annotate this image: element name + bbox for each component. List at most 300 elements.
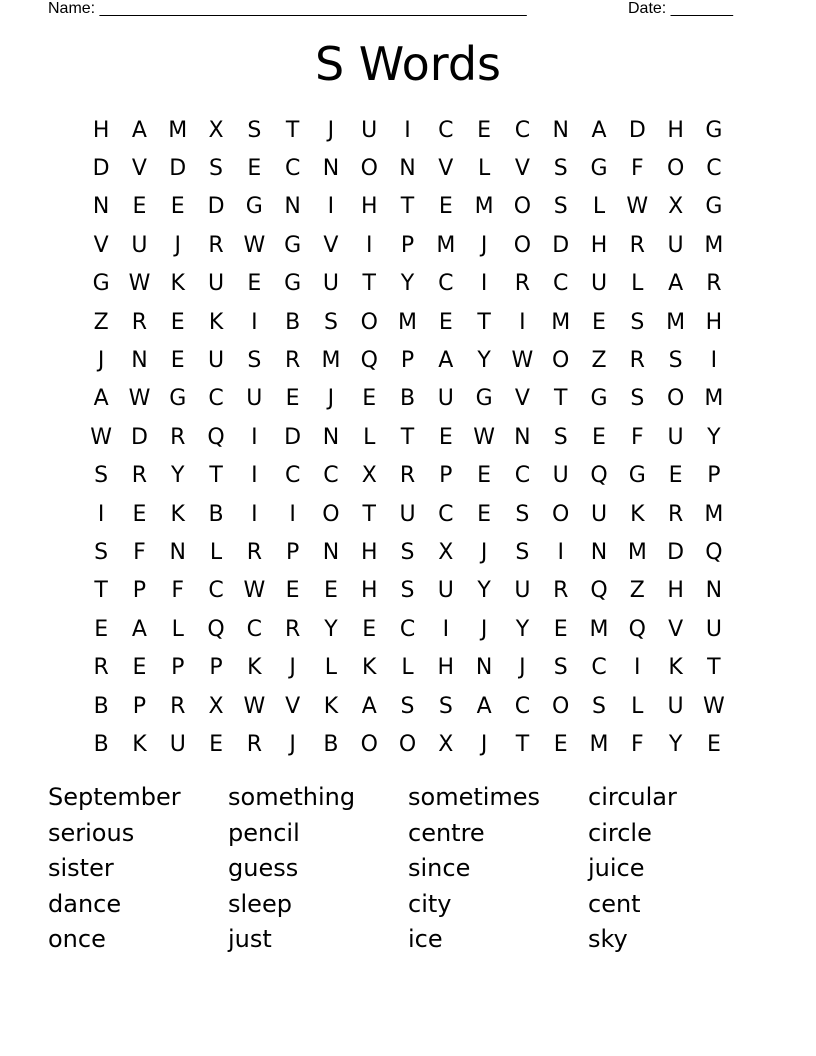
grid-letter[interactable]: J bbox=[480, 731, 488, 757]
grid-letter[interactable]: E bbox=[706, 731, 721, 757]
grid-letter[interactable]: U bbox=[667, 693, 684, 719]
grid-letter[interactable]: M bbox=[589, 731, 609, 757]
grid-letter[interactable]: B bbox=[399, 386, 416, 412]
grid-letter[interactable]: Y bbox=[707, 424, 721, 450]
grid-letter[interactable]: N bbox=[92, 194, 110, 220]
grid-letter[interactable]: F bbox=[630, 156, 644, 182]
grid-letter[interactable]: E bbox=[477, 501, 492, 527]
grid-letter[interactable]: V bbox=[514, 156, 530, 182]
grid-letter[interactable]: O bbox=[552, 501, 570, 527]
grid-letter[interactable]: E bbox=[553, 616, 568, 642]
grid-letter[interactable]: S bbox=[668, 348, 683, 374]
grid-letter[interactable]: N bbox=[169, 539, 186, 565]
grid-letter[interactable]: J bbox=[289, 731, 296, 757]
grid-letter[interactable]: F bbox=[630, 731, 644, 757]
grid-letter[interactable]: Y bbox=[477, 578, 491, 604]
grid-letter[interactable]: Z bbox=[629, 578, 645, 604]
grid-letter[interactable]: T bbox=[400, 424, 415, 450]
grid-letter[interactable]: M bbox=[551, 309, 571, 335]
grid-letter[interactable]: K bbox=[132, 731, 147, 757]
grid-letter[interactable]: T bbox=[515, 731, 530, 757]
grid-letter[interactable]: B bbox=[93, 731, 109, 757]
grid-letter[interactable]: P bbox=[209, 655, 223, 681]
grid-letter[interactable]: S bbox=[247, 117, 262, 143]
grid-letter[interactable]: D bbox=[628, 117, 646, 143]
grid-letter[interactable]: Q bbox=[207, 616, 225, 642]
grid-letter[interactable]: R bbox=[208, 232, 224, 258]
grid-letter[interactable]: E bbox=[247, 156, 262, 182]
grid-letter[interactable]: K bbox=[247, 655, 262, 681]
grid-letter[interactable]: A bbox=[438, 348, 454, 374]
grid-letter[interactable]: M bbox=[704, 232, 724, 258]
grid-letter[interactable]: W bbox=[243, 693, 266, 719]
grid-letter[interactable]: E bbox=[553, 731, 568, 757]
word-bank bbox=[48, 780, 768, 958]
grid-letter[interactable]: B bbox=[93, 693, 109, 719]
grid-letter[interactable]: I bbox=[251, 501, 258, 527]
grid-letter[interactable]: O bbox=[513, 194, 532, 220]
grid-letter[interactable]: U bbox=[437, 578, 454, 604]
grid-letter[interactable]: J bbox=[519, 655, 526, 681]
grid-letter[interactable]: D bbox=[92, 156, 110, 182]
grid-letter[interactable]: E bbox=[170, 309, 185, 335]
grid-letter[interactable]: B bbox=[208, 501, 224, 527]
grid-letter[interactable]: S bbox=[553, 424, 568, 450]
grid-letter[interactable]: F bbox=[133, 539, 146, 565]
grid-letter[interactable]: M bbox=[589, 616, 609, 642]
grid-letter[interactable]: E bbox=[477, 117, 492, 143]
grid-letter[interactable]: N bbox=[399, 156, 416, 182]
grid-letter[interactable]: S bbox=[630, 309, 645, 335]
grid-letter[interactable]: O bbox=[552, 693, 570, 719]
grid-letter[interactable]: S bbox=[630, 386, 645, 412]
grid-letter[interactable]: W bbox=[128, 271, 151, 297]
grid-letter[interactable]: S bbox=[515, 539, 530, 565]
grid-letter[interactable]: Y bbox=[668, 731, 683, 757]
grid-letter[interactable]: R bbox=[170, 693, 186, 719]
grid-letter[interactable]: Y bbox=[477, 348, 491, 374]
grid-letter[interactable]: J bbox=[327, 117, 335, 143]
grid-letter[interactable]: K bbox=[323, 693, 339, 719]
grid-letter[interactable]: M bbox=[321, 348, 341, 374]
grid-letter[interactable]: O bbox=[666, 156, 685, 182]
grid-letter[interactable]: K bbox=[170, 501, 185, 527]
grid-letter[interactable]: R bbox=[629, 232, 645, 258]
grid-letter[interactable]: U bbox=[437, 386, 454, 412]
grid-letter[interactable]: G bbox=[475, 386, 493, 412]
grid-letter[interactable]: I bbox=[289, 501, 296, 527]
grid-letter[interactable]: C bbox=[438, 117, 454, 143]
grid-letter[interactable]: O bbox=[360, 731, 378, 757]
grid-letter[interactable]: S bbox=[553, 156, 568, 182]
grid-letter[interactable]: Q bbox=[590, 463, 608, 489]
grid-letter[interactable]: P bbox=[132, 693, 147, 719]
grid-letter[interactable]: I bbox=[480, 271, 488, 297]
grid-letter[interactable]: J bbox=[480, 616, 488, 642]
grid-letter[interactable]: S bbox=[553, 194, 568, 220]
grid-letter[interactable]: H bbox=[437, 655, 455, 681]
grid-letter[interactable]: Q bbox=[590, 578, 608, 604]
grid-letter[interactable]: S bbox=[592, 693, 606, 719]
grid-letter[interactable]: P bbox=[707, 463, 721, 489]
grid-letter[interactable]: U bbox=[399, 501, 416, 527]
grid-letter[interactable]: T bbox=[285, 117, 300, 143]
grid-letter[interactable]: X bbox=[361, 463, 377, 489]
grid-letter[interactable]: E bbox=[592, 424, 606, 450]
grid-letter[interactable]: W bbox=[626, 194, 649, 220]
grid-letter[interactable]: E bbox=[132, 655, 147, 681]
grid-letter[interactable]: D bbox=[552, 232, 570, 258]
grid-letter[interactable]: L bbox=[631, 271, 644, 297]
grid-letter[interactable]: K bbox=[630, 501, 645, 527]
grid-letter[interactable]: E bbox=[362, 616, 377, 642]
grid-letter[interactable]: V bbox=[323, 232, 339, 258]
word-bank-item: once bbox=[48, 925, 106, 953]
grid-letter[interactable]: J bbox=[480, 232, 488, 258]
grid-letter[interactable]: N bbox=[475, 655, 493, 681]
grid-letter[interactable]: A bbox=[476, 693, 492, 719]
grid-letter[interactable]: C bbox=[323, 463, 339, 489]
grid-letter[interactable]: A bbox=[131, 616, 147, 642]
grid-letter[interactable]: T bbox=[400, 194, 415, 220]
grid-letter[interactable]: K bbox=[362, 655, 377, 681]
grid-letter[interactable]: T bbox=[707, 655, 721, 681]
grid-letter[interactable]: X bbox=[208, 117, 224, 143]
grid-letter[interactable]: L bbox=[477, 156, 491, 182]
grid-letter[interactable]: U bbox=[590, 271, 608, 297]
grid-letter[interactable]: Q bbox=[705, 539, 723, 565]
grid-letter[interactable]: I bbox=[634, 655, 641, 681]
grid-letter[interactable]: N bbox=[131, 348, 148, 374]
grid-letter[interactable]: O bbox=[322, 501, 340, 527]
grid-letter[interactable]: L bbox=[171, 616, 184, 642]
grid-letter[interactable]: H bbox=[667, 578, 684, 604]
grid-letter[interactable]: U bbox=[169, 731, 186, 757]
grid-letter[interactable]: E bbox=[132, 194, 147, 220]
grid-letter[interactable]: T bbox=[94, 578, 108, 604]
grid-letter[interactable]: Y bbox=[324, 616, 338, 642]
grid-letter[interactable]: T bbox=[362, 271, 376, 297]
grid-letter[interactable]: R bbox=[553, 578, 569, 604]
grid-letter[interactable]: Q bbox=[628, 616, 646, 642]
grid-letter[interactable]: N bbox=[705, 578, 723, 604]
grid-letter[interactable]: P bbox=[400, 348, 415, 374]
grid-letter[interactable]: G bbox=[284, 271, 302, 297]
grid-letter[interactable]: V bbox=[668, 616, 684, 642]
grid-letter[interactable]: U bbox=[514, 578, 531, 604]
grid-letter[interactable]: C bbox=[514, 463, 531, 489]
grid-letter[interactable]: I bbox=[519, 309, 526, 335]
grid-letter[interactable]: X bbox=[438, 731, 454, 757]
grid-letter[interactable]: U bbox=[590, 501, 608, 527]
word-bank-item: pencil bbox=[228, 818, 300, 847]
grid-letter[interactable]: N bbox=[322, 424, 340, 450]
grid-letter[interactable]: M bbox=[704, 501, 724, 527]
grid-letter[interactable]: E bbox=[477, 463, 492, 489]
grid-letter[interactable]: Z bbox=[93, 309, 109, 335]
grid-letter[interactable]: E bbox=[438, 424, 453, 450]
grid-letter[interactable]: D bbox=[207, 194, 225, 220]
grid-letter[interactable]: R bbox=[284, 348, 301, 374]
grid-letter[interactable]: H bbox=[360, 539, 378, 565]
grid-letter[interactable]: M bbox=[704, 386, 724, 412]
name-field-label[interactable]: Name: ________________________________________________ bbox=[48, 0, 527, 17]
grid-letter[interactable]: E bbox=[209, 731, 223, 757]
grid-letter[interactable]: E bbox=[438, 309, 453, 335]
grid-letter[interactable]: H bbox=[667, 117, 684, 143]
grid-letter[interactable]: L bbox=[401, 655, 414, 681]
grid-letter[interactable]: G bbox=[705, 117, 723, 143]
grid-letter[interactable]: A bbox=[591, 117, 607, 143]
grid-letter[interactable]: E bbox=[285, 386, 300, 412]
grid-letter[interactable]: B bbox=[285, 309, 301, 335]
grid-letter[interactable]: V bbox=[285, 693, 301, 719]
grid-letter[interactable]: Y bbox=[171, 463, 185, 489]
grid-letter[interactable]: S bbox=[438, 693, 453, 719]
grid-letter[interactable]: R bbox=[246, 731, 262, 757]
grid-letter[interactable]: A bbox=[668, 271, 684, 297]
grid-letter[interactable]: S bbox=[323, 309, 338, 335]
grid-letter[interactable]: H bbox=[360, 194, 378, 220]
grid-letter[interactable]: G bbox=[284, 232, 302, 258]
grid-letter[interactable]: W bbox=[703, 693, 725, 719]
grid-letter[interactable]: W bbox=[511, 348, 534, 374]
grid-letter[interactable]: R bbox=[284, 616, 301, 642]
grid-letter[interactable]: R bbox=[131, 309, 148, 335]
grid-letter[interactable]: C bbox=[246, 616, 263, 642]
grid-letter[interactable]: D bbox=[130, 424, 148, 450]
grid-letter[interactable]: H bbox=[92, 117, 110, 143]
grid-letter[interactable]: P bbox=[171, 655, 185, 681]
grid-letter[interactable]: L bbox=[363, 424, 376, 450]
grid-letter[interactable]: X bbox=[668, 194, 684, 220]
grid-letter[interactable]: I bbox=[251, 424, 258, 450]
grid-letter[interactable]: E bbox=[592, 309, 606, 335]
grid-letter[interactable]: O bbox=[360, 156, 378, 182]
grid-letter[interactable]: R bbox=[514, 271, 531, 297]
grid-letter[interactable]: V bbox=[93, 232, 109, 258]
grid-letter[interactable]: R bbox=[131, 463, 148, 489]
grid-letter[interactable]: E bbox=[438, 194, 453, 220]
grid-letter[interactable]: G bbox=[590, 156, 608, 182]
grid-letter[interactable]: M bbox=[398, 309, 418, 335]
grid-letter[interactable]: R bbox=[667, 501, 684, 527]
grid-letter[interactable]: E bbox=[132, 501, 147, 527]
grid-letter[interactable]: G bbox=[590, 386, 608, 412]
grid-letter[interactable]: Y bbox=[400, 271, 415, 297]
grid-letter[interactable]: X bbox=[438, 539, 454, 565]
grid-letter[interactable]: E bbox=[362, 386, 377, 412]
grid-letter[interactable]: S bbox=[400, 578, 415, 604]
grid-letter[interactable]: C bbox=[284, 156, 301, 182]
grid-letter[interactable]: I bbox=[404, 117, 411, 143]
grid-letter[interactable]: W bbox=[243, 578, 266, 604]
grid-letter[interactable]: F bbox=[171, 578, 185, 604]
grid-letter[interactable]: M bbox=[627, 539, 647, 565]
grid-letter[interactable]: N bbox=[284, 194, 301, 220]
grid-letter[interactable]: C bbox=[591, 655, 607, 681]
grid-letter[interactable]: M bbox=[474, 194, 494, 220]
grid-letter[interactable]: S bbox=[94, 463, 109, 489]
grid-letter[interactable]: V bbox=[131, 156, 147, 182]
grid-letter[interactable]: A bbox=[131, 117, 147, 143]
grid-letter[interactable]: S bbox=[247, 348, 262, 374]
grid-letter[interactable]: T bbox=[477, 309, 491, 335]
grid-letter[interactable]: R bbox=[629, 348, 645, 374]
grid-letter[interactable]: U bbox=[131, 232, 148, 258]
grid-row bbox=[82, 265, 732, 303]
grid-letter[interactable]: D bbox=[169, 156, 187, 182]
grid-letter[interactable]: U bbox=[207, 271, 225, 297]
grid-letter[interactable]: E bbox=[247, 271, 262, 297]
grid-letter[interactable]: C bbox=[438, 271, 454, 297]
grid-letter[interactable]: H bbox=[705, 309, 723, 335]
grid-letter[interactable]: G bbox=[705, 194, 723, 220]
grid-letter[interactable]: P bbox=[132, 578, 147, 604]
grid-letter[interactable]: G bbox=[245, 194, 263, 220]
grid-letter[interactable]: I bbox=[365, 232, 373, 258]
grid-letter[interactable]: U bbox=[361, 117, 378, 143]
grid-letter[interactable]: T bbox=[362, 501, 376, 527]
grid-letter[interactable]: C bbox=[553, 271, 569, 297]
grid-letter[interactable]: I bbox=[327, 194, 335, 220]
grid-letter[interactable]: C bbox=[208, 386, 224, 412]
grid-letter[interactable]: U bbox=[552, 463, 569, 489]
grid-letter[interactable]: J bbox=[289, 655, 296, 681]
grid-letter[interactable]: S bbox=[94, 539, 109, 565]
grid-letter[interactable]: N bbox=[590, 539, 608, 565]
grid-letter[interactable]: M bbox=[436, 232, 456, 258]
grid-letter[interactable]: U bbox=[705, 616, 722, 642]
grid-letter[interactable]: G bbox=[628, 463, 646, 489]
grid-letter[interactable]: B bbox=[323, 731, 339, 757]
grid-letter[interactable]: G bbox=[169, 386, 187, 412]
grid-letter[interactable]: D bbox=[284, 424, 302, 450]
grid-letter[interactable]: J bbox=[480, 539, 488, 565]
grid-letter[interactable]: M bbox=[168, 117, 188, 143]
grid-letter[interactable]: J bbox=[174, 232, 181, 258]
grid-letter[interactable]: L bbox=[592, 194, 606, 220]
grid-letter[interactable]: S bbox=[553, 655, 568, 681]
grid-letter[interactable]: D bbox=[667, 539, 685, 565]
grid-letter[interactable]: V bbox=[438, 156, 454, 182]
grid-letter[interactable]: H bbox=[590, 232, 608, 258]
grid-letter[interactable]: U bbox=[667, 424, 684, 450]
grid-letter[interactable]: C bbox=[284, 463, 301, 489]
grid-letter[interactable]: C bbox=[514, 117, 531, 143]
word-bank-item: September bbox=[48, 783, 181, 811]
word-bank-item: serious bbox=[48, 818, 135, 847]
grid-letter[interactable]: K bbox=[208, 309, 224, 335]
grid-letter[interactable]: N bbox=[322, 539, 340, 565]
grid-letter[interactable]: U bbox=[207, 348, 225, 374]
grid-letter[interactable]: S bbox=[400, 693, 415, 719]
grid-letter[interactable]: S bbox=[209, 156, 224, 182]
grid-letter[interactable]: I bbox=[442, 616, 450, 642]
grid-letter[interactable]: X bbox=[208, 693, 224, 719]
grid-letter[interactable]: W bbox=[243, 232, 266, 258]
grid-letter[interactable]: Q bbox=[207, 424, 225, 450]
grid-letter[interactable]: Y bbox=[515, 616, 530, 642]
grid-letter[interactable]: R bbox=[93, 655, 109, 681]
grid-letter[interactable]: F bbox=[630, 424, 644, 450]
grid-letter[interactable]: W bbox=[90, 424, 113, 450]
grid-letter[interactable]: A bbox=[361, 693, 377, 719]
grid-letter[interactable]: W bbox=[473, 424, 495, 450]
grid-letter[interactable]: E bbox=[170, 348, 185, 374]
grid-letter[interactable]: H bbox=[360, 578, 378, 604]
grid-letter[interactable]: O bbox=[552, 348, 570, 374]
grid-row bbox=[82, 111, 732, 149]
grid-letter[interactable]: S bbox=[515, 501, 530, 527]
grid-letter[interactable]: Z bbox=[591, 348, 607, 374]
grid-letter[interactable]: W bbox=[128, 386, 151, 412]
grid-letter[interactable]: E bbox=[170, 194, 185, 220]
grid-letter[interactable]: N bbox=[322, 156, 340, 182]
grid-letter[interactable]: M bbox=[666, 309, 686, 335]
grid-letter[interactable]: U bbox=[667, 232, 684, 258]
grid-letter[interactable]: O bbox=[666, 386, 685, 412]
grid-letter[interactable]: E bbox=[285, 578, 300, 604]
grid-letter[interactable]: N bbox=[552, 117, 569, 143]
grid-letter[interactable]: K bbox=[668, 655, 683, 681]
grid-letter[interactable]: G bbox=[92, 271, 110, 297]
grid-letter[interactable]: J bbox=[97, 348, 105, 374]
grid-letter[interactable]: C bbox=[514, 693, 531, 719]
grid-letter[interactable]: E bbox=[94, 616, 109, 642]
grid-letter[interactable]: E bbox=[668, 463, 683, 489]
grid-row bbox=[82, 648, 732, 686]
grid-letter[interactable]: T bbox=[553, 386, 568, 412]
grid-letter[interactable]: C bbox=[208, 578, 224, 604]
grid-letter[interactable]: L bbox=[631, 693, 644, 719]
grid-letter[interactable]: C bbox=[399, 616, 416, 642]
grid-letter[interactable]: K bbox=[170, 271, 185, 297]
grid-letter[interactable]: J bbox=[327, 386, 335, 412]
grid-letter[interactable]: U bbox=[322, 271, 339, 297]
grid-letter[interactable]: Q bbox=[360, 348, 378, 374]
grid-letter[interactable]: L bbox=[324, 655, 338, 681]
grid-letter[interactable]: R bbox=[246, 539, 262, 565]
grid-letter[interactable]: O bbox=[398, 731, 417, 757]
grid-letter[interactable]: I bbox=[97, 501, 105, 527]
grid-letter[interactable]: P bbox=[285, 539, 300, 565]
grid-letter[interactable]: A bbox=[93, 386, 109, 412]
grid-letter[interactable]: R bbox=[399, 463, 416, 489]
grid-letter[interactable]: I bbox=[710, 348, 718, 374]
grid-letter[interactable]: E bbox=[323, 578, 338, 604]
grid-letter[interactable]: N bbox=[514, 424, 531, 450]
grid-letter[interactable]: V bbox=[514, 386, 530, 412]
grid-letter[interactable]: O bbox=[360, 309, 378, 335]
grid-letter[interactable]: C bbox=[706, 156, 722, 182]
word-bank-item: just bbox=[228, 925, 272, 953]
grid-letter[interactable]: I bbox=[251, 309, 258, 335]
grid-letter[interactable]: R bbox=[706, 271, 722, 297]
grid-letter[interactable]: P bbox=[439, 463, 453, 489]
date-field-label[interactable]: Date: _______ bbox=[628, 0, 733, 17]
grid-letter[interactable]: C bbox=[438, 501, 454, 527]
grid-letter[interactable]: L bbox=[209, 539, 223, 565]
grid-letter[interactable]: O bbox=[513, 232, 532, 258]
grid-letter[interactable]: R bbox=[170, 424, 186, 450]
grid-letter[interactable]: P bbox=[400, 232, 415, 258]
grid-letter[interactable]: S bbox=[400, 539, 415, 565]
grid-letter[interactable]: T bbox=[209, 463, 223, 489]
grid-letter[interactable]: I bbox=[557, 539, 564, 565]
grid-letter[interactable]: U bbox=[246, 386, 263, 412]
grid-letter[interactable]: I bbox=[251, 463, 258, 489]
